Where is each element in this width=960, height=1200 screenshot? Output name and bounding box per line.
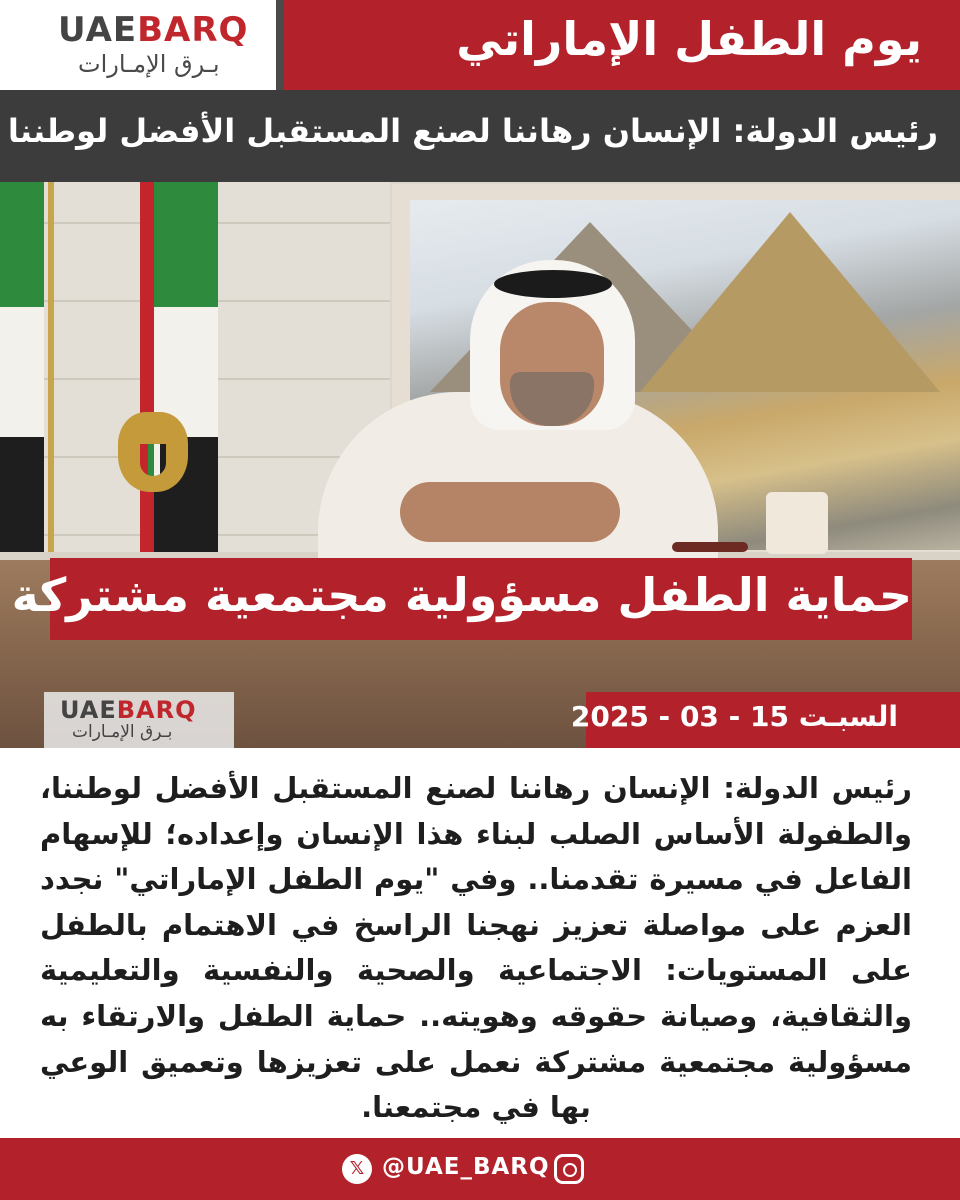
headline-text: حماية الطفل مسؤولية مجتمعية مشتركة [11,568,912,622]
page-subtitle: رئيس الدولة: الإنسان رهاننا لصنع المستقبل الأفضل لوطننا [7,112,938,150]
watermark-suffix: BARQ [116,696,197,724]
watermark-prefix: UAE [60,696,117,724]
logo-suffix: BARQ [137,10,249,50]
article-body: رئيس الدولة: الإنسان رهاننا لصنع المستقبل الأفضل لوطننا، والطفولة الأساس الصلب لبناء هذا الإنسان وإعداده؛ للإسهام الفاعل في مسيرة تقدمنا.. وفي "يوم الطفل الإماراتي" نجدد العزم على مواصلة تعزيز نهجنا الراسخ في الاهتمام بالطفل على المستويات: الاجتماعية والصحية والنفسية والتعليمية والثقافية، وصيانة حقوقه وهويته.. حماية الطفل والارتقاء به مسؤولية مجتمعية مشتركة نعمل على تعزيزها وتعميق الوعي بها في مجتمعنا. [40,771,912,1125]
prayer-beads [672,542,748,552]
emblem-shield [140,444,166,476]
social-handle[interactable]: @UAE_BARQ [382,1154,550,1180]
publish-date: السبـت 15 - 03 - 2025 [570,700,898,733]
uae-flag [0,182,44,562]
watermark-logo [60,696,196,724]
flag-pole [48,182,54,572]
brand-logo-arabic: بـرق الإمـارات [78,50,220,78]
brand-logo [58,10,248,50]
header-divider [276,0,284,90]
painting-mountain [640,212,940,392]
news-photo [0,182,960,748]
logo-prefix: UAE [58,10,138,50]
uae-flag-hoist [140,182,154,562]
pen-cup [766,492,828,554]
page-title: يوم الطفل الإماراتي [456,12,922,66]
person-hands [400,482,620,542]
x-icon[interactable]: 𝕏 [342,1154,372,1184]
watermark-arabic: بـرق الإمـارات [72,722,173,742]
person-agal [494,270,612,298]
instagram-icon[interactable] [554,1154,584,1184]
uae-flag [154,182,218,562]
